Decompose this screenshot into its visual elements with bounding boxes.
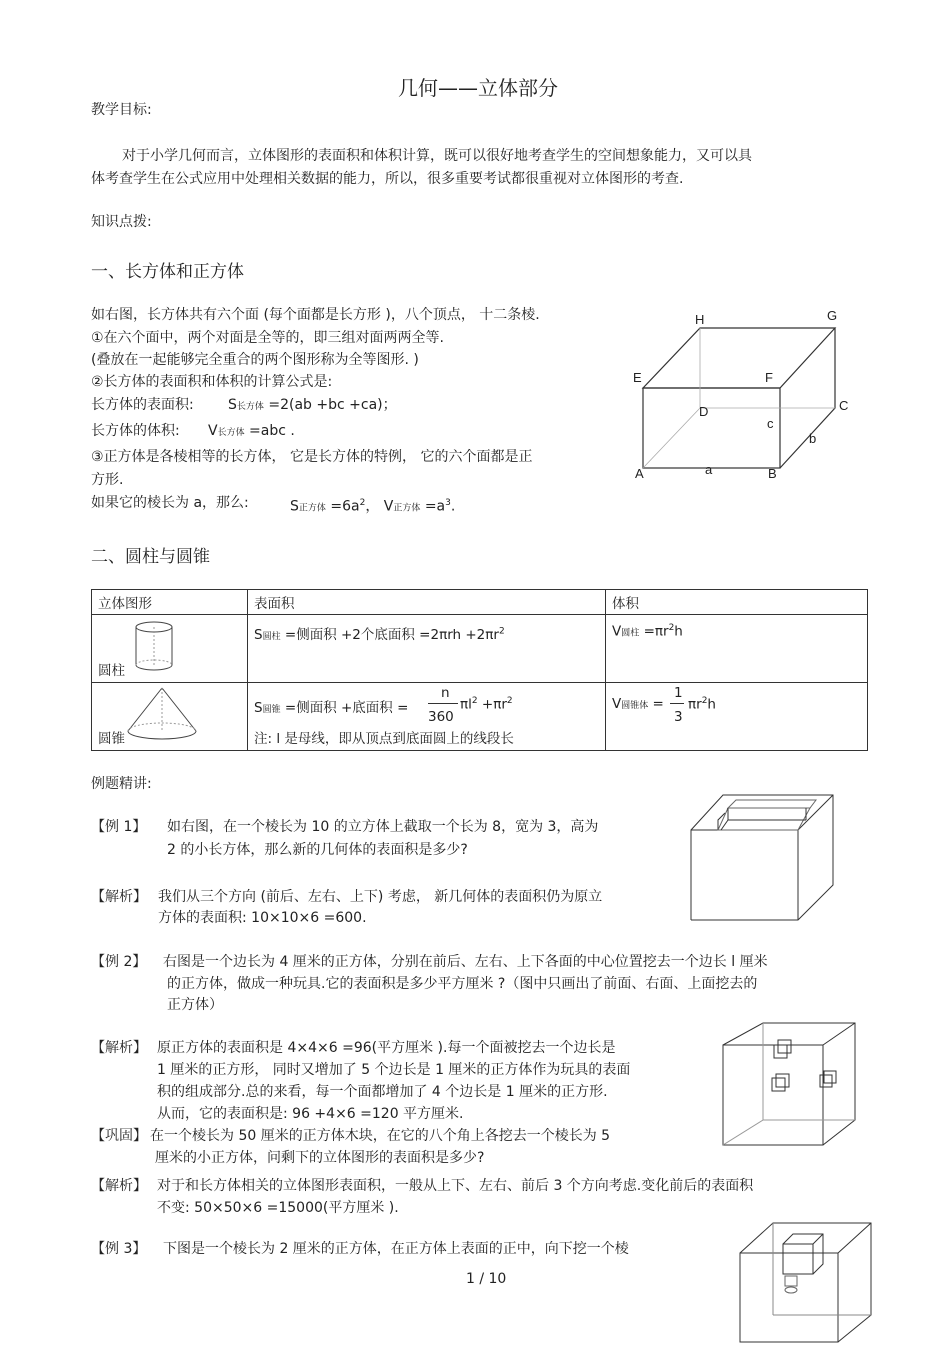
box-right-edges: [780, 328, 835, 468]
cone-cell: [92, 683, 248, 751]
cone-area-tail: πl: [460, 696, 472, 713]
cone-area-tail2: +πr: [481, 696, 507, 713]
cube-area: =6a: [330, 498, 360, 515]
cylinder-volume: V圆柱 $=\pi r^2h$: [606, 615, 868, 683]
ex2-tag: 【例 2】: [91, 954, 147, 970]
sub-cube: 正方体: [298, 503, 326, 514]
ex2-line-2: 的正方体，做成一种玩具.它的表面积是多少平方厘米 ?（图中只画出了前面、右面、上面挖去的: [167, 976, 758, 992]
cyl-sub: 圆柱: [262, 632, 281, 642]
ex1-line-2: 2 的小长方体，那么新的几何体的表面积是多少?: [167, 842, 468, 858]
ex2-line-3: 正方体）: [167, 997, 223, 1013]
label-d: D: [699, 404, 709, 419]
box-top-face: [643, 328, 835, 388]
sub-cuboid: 长方体: [236, 402, 264, 412]
s1-line-3: (叠放在一起能够完全重合的两个图形称为全等图形. ): [91, 352, 419, 368]
cylinder-icon: [132, 619, 192, 674]
s1-line-2: ①在六个面中，两个对面是全等的，即三组对面两两全等.: [91, 330, 444, 346]
cuboid-diagram: [625, 300, 855, 490]
cone-area: S圆锥 =侧面积 +底面积 = n 360 $\pi l^2 +\pi r^2$ 注: l 是母线，即从顶点到底面圆上的线段长: [248, 683, 606, 751]
cone-vol-den: 3: [674, 709, 683, 725]
ans3-line-1: 对于和长方体相关的立体图形表面积，一般从上下、左右、前后 3 个方向考虑.变化前后的表面积: [157, 1178, 754, 1194]
gong-tag: 【巩固】: [91, 1128, 147, 1144]
section1-title: 一、长方体和正方体: [91, 262, 244, 282]
cone-icon: [122, 685, 202, 743]
ans3-tag: 【解析】: [91, 1178, 147, 1194]
ans1-line-2: 方体的表面积: 10×10×6 =600.: [158, 910, 367, 926]
knowledge-heading: 知识点拨:: [91, 214, 152, 230]
ans2-line-4: 从而，它的表面积是: 96 +4×6 =120 平方厘米.: [157, 1106, 464, 1122]
page-title: 几何——立体部分: [398, 76, 558, 100]
s1-line-1: 如右图，长方体共有六个面 (每个面都是长方形 )，八个顶点， 十二条棱.: [91, 307, 540, 323]
ans2-tag: 【解析】: [91, 1040, 147, 1056]
s1-area-label: 长方体的表面积:: [91, 397, 194, 413]
cyl-vol-expr: =πr: [643, 623, 669, 640]
label-g: G: [827, 308, 838, 323]
label-c-vertex: C: [839, 398, 849, 413]
edge-c: c: [767, 416, 774, 431]
examples-heading: 例题精讲:: [91, 776, 152, 792]
ex3-tag: 【例 3】: [91, 1241, 147, 1257]
edge-a: a: [705, 462, 713, 477]
s1-line-5: ③正方体是各棱相等的长方体， 它是长方体的特例， 它的六个面都是正: [91, 449, 533, 465]
intro-line-2: 体考查学生在公式应用中处理相关数据的能力，所以，很多重要考试都很重视对立体图形的考查.: [91, 171, 684, 187]
goals-heading: 教学目标:: [91, 102, 152, 118]
cube-vol: =a: [424, 498, 446, 515]
ans1-line-1: 我们从三个方向 (前后、左右、上下) 考虑， 新几何体的表面积仍为原立: [158, 889, 603, 905]
ex1-tag: 【例 1】: [91, 819, 147, 835]
ans1-tag: 【解析】: [91, 889, 147, 905]
label-f: F: [765, 370, 773, 385]
hollow-cube-diagram: [733, 1220, 873, 1345]
label-a: A: [635, 466, 644, 481]
cone-vsub: 圆锥体: [621, 701, 649, 711]
cone-sub: 圆锥: [262, 705, 281, 715]
s1-volume-label: 长方体的体积:: [91, 423, 180, 439]
cone-volume: V圆锥体 = 1 3 $\pi r^2h$: [606, 683, 868, 751]
ex3-line-1: 下图是一个棱长为 2 厘米的正方体，在正方体上表面的正中，向下挖一个棱: [163, 1241, 629, 1257]
s1-vol-expr: =abc .: [249, 423, 295, 439]
ans2-line-2: 1 厘米的正方形， 同时又增加了 5 个边长是 1 厘米的正方体作为玩具的表面: [157, 1062, 631, 1078]
s1-volume-formula: V长方体 =abc .: [208, 423, 295, 439]
cyl-vsub: 圆柱: [621, 628, 640, 639]
toy-cube-diagram: [720, 1020, 860, 1150]
solids-table: [91, 589, 868, 751]
label-b: B: [768, 466, 777, 481]
cone-note: 注: l 是母线，即从顶点到底面圆上的线段长: [254, 731, 514, 747]
gong-line-1: 在一个棱长为 50 厘米的正方体木块，在它的八个角上各挖去一个棱长为 5: [150, 1128, 611, 1144]
cone-vol-tail: πr: [688, 696, 702, 713]
cyl-area-expr: =侧面积 +2个底面积 =2πrh +2πr: [284, 627, 499, 643]
cone-vol-num: 1: [674, 685, 683, 701]
ex1-line-1: 如右图，在一个棱长为 10 的立方体上截取一个长为 8，宽为 3，高为: [167, 819, 599, 835]
sub-cube-v: 正方体: [393, 503, 421, 514]
s1-line-4: ②长方体的表面积和体积的计算公式是:: [91, 374, 333, 390]
cone-frac-n: n: [441, 685, 450, 701]
gong-line-2: 厘米的小正方体，问剩下的立体图形的表面积是多少?: [155, 1150, 485, 1166]
table-header-volume: 体积: [606, 590, 868, 615]
cylinder-name: 圆柱: [98, 663, 125, 679]
section2-title: 二、圆柱与圆锥: [91, 547, 210, 567]
cube-formulas: S正方体 $=6a^2$， V正方体 $=a^3$.: [290, 498, 456, 515]
ans2-line-3: 积的组成部分.总的来看，每一个面都增加了 4 个边长是 1 厘米的正方形.: [157, 1084, 608, 1100]
cylinder-area: S圆柱 =侧面积 +2个底面积 $=2\pi rh +2\pi r^2$: [248, 615, 606, 683]
sub-cuboid-v: 长方体: [217, 428, 245, 438]
s1-area-expr: =2(ab +bc +ca)；: [268, 397, 397, 413]
s1-area-formula: S长方体 =2(ab +bc +ca)；: [228, 397, 397, 413]
label-h: H: [695, 312, 705, 327]
box-front-face: [643, 388, 780, 468]
page-number: 1 / 10: [466, 1271, 507, 1287]
cut-cube-diagram: [688, 790, 843, 925]
ans3-line-2: 不变: 50×50×6 =15000(平方厘米 ).: [157, 1200, 399, 1216]
table-header-area: 表面积: [248, 590, 606, 615]
intro-line-1: 对于小学几何而言，立体图形的表面积和体积计算，既可以很好地考查学生的空间想象能力，又可以具: [122, 148, 752, 164]
ans2-line-1: 原正方体的表面积是 4×4×6 =96(平方厘米 ).每一个面被挖去一个边长是: [157, 1040, 616, 1056]
s1-line-7: 如果它的棱长为 a，那么:: [91, 495, 249, 511]
cone-name: 圆锥: [98, 731, 125, 747]
cylinder-cell: [92, 615, 248, 683]
table-header-shape: 立体图形: [92, 590, 248, 615]
cone-area-expr: =侧面积 +底面积 =: [284, 700, 409, 716]
ex2-line-1: 右图是一个边长为 4 厘米的正方体，分别在前后、左右、上下各面的中心位置挖去一个边长 l 厘米: [163, 954, 768, 970]
label-e: E: [633, 370, 642, 385]
cone-frac-360: 360: [428, 709, 454, 725]
s1-line-6: 方形.: [91, 472, 124, 488]
edge-b: b: [809, 431, 817, 446]
